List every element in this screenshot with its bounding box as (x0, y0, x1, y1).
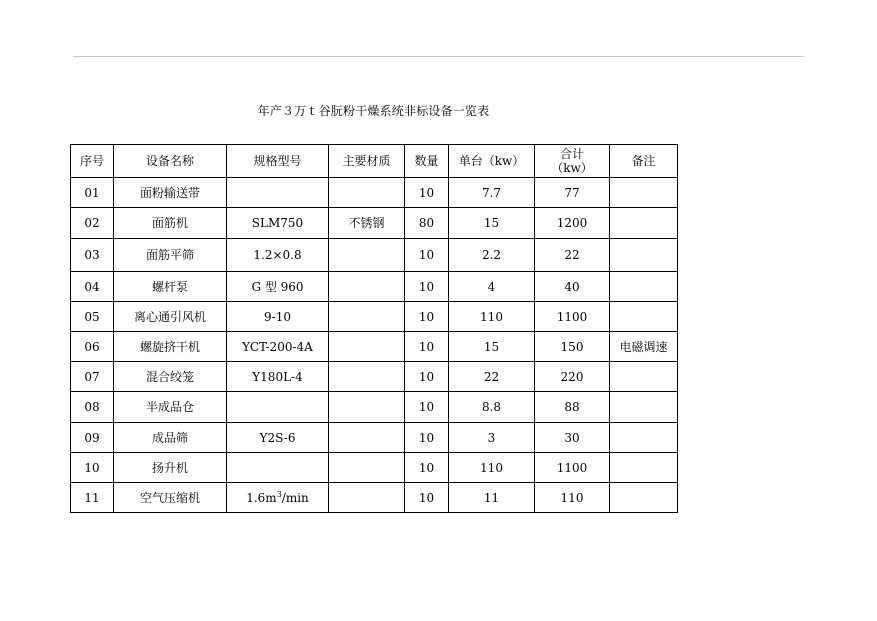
cell-index: 02 (71, 208, 114, 239)
cell-note (610, 208, 678, 239)
cell-name: 面筋平筛 (114, 239, 227, 272)
cell-material (329, 483, 405, 513)
cell-note (610, 272, 678, 302)
cell-material (329, 362, 405, 392)
cell-unit-power: 22 (449, 362, 535, 392)
cell-qty: 10 (405, 272, 449, 302)
header-total (535, 145, 610, 178)
cell-total: 220 (535, 362, 610, 392)
table-row (71, 392, 678, 423)
cell-total: 40 (535, 272, 610, 302)
cell-model (227, 483, 329, 513)
table-row (71, 423, 678, 453)
cell-material (329, 423, 405, 453)
table-row (71, 483, 678, 513)
cell-qty: 10 (405, 483, 449, 513)
cell-unit-power: 15 (449, 208, 535, 239)
cell-total: 1100 (535, 453, 610, 483)
document-title: 年产３万ｔ谷朊粉干燥系统非标设备一览表 (257, 104, 490, 118)
cell-name: 螺杆泵 (114, 272, 227, 302)
header-name: 设备名称 (114, 145, 227, 178)
table-row (71, 362, 678, 392)
cell-material (329, 332, 405, 362)
cell-name: 离心通引风机 (114, 302, 227, 332)
cell-note (610, 423, 678, 453)
cell-index: 03 (71, 239, 114, 272)
table-row (71, 178, 678, 208)
cell-name: 成品筛 (114, 423, 227, 453)
cell-total: 88 (535, 392, 610, 423)
cell-qty: 80 (405, 208, 449, 239)
cell-unit-power: 15 (449, 332, 535, 362)
cell-total: 1200 (535, 208, 610, 239)
table-row (71, 453, 678, 483)
cell-qty: 10 (405, 239, 449, 272)
cell-unit-power: 110 (449, 302, 535, 332)
header-total-line1: 合计 (559, 147, 584, 161)
cell-qty: 10 (405, 332, 449, 362)
cell-name: 扬升机 (114, 453, 227, 483)
cell-unit-power: 4 (449, 272, 535, 302)
cell-material (329, 272, 405, 302)
table-row (71, 239, 678, 272)
table-row (71, 208, 678, 239)
cell-name: 面粉输送带 (114, 178, 227, 208)
cell-model: G 型 960 (227, 272, 329, 302)
cell-model (227, 453, 329, 483)
cell-qty: 10 (405, 178, 449, 208)
cell-total: 77 (535, 178, 610, 208)
cell-index: 08 (71, 392, 114, 423)
cell-total: 110 (535, 483, 610, 513)
cell-name: 螺旋挤干机 (114, 332, 227, 362)
cell-note (610, 362, 678, 392)
cell-name: 面筋机 (114, 208, 227, 239)
cell-total: 30 (535, 423, 610, 453)
cell-index: 09 (71, 423, 114, 453)
cell-note: 电磁调速 (610, 332, 678, 362)
cell-material: 不锈钢 (329, 208, 405, 239)
cell-qty: 10 (405, 302, 449, 332)
cell-model: 1.2×0.8 (227, 239, 329, 272)
header-rule (73, 56, 804, 57)
cell-index: 06 (71, 332, 114, 362)
table-row (71, 302, 678, 332)
cell-name: 混合绞笼 (114, 362, 227, 392)
cell-qty: 10 (405, 423, 449, 453)
cell-unit-power: 3 (449, 423, 535, 453)
cell-material (329, 392, 405, 423)
cell-model: YCT-200-4A (227, 332, 329, 362)
cell-model-superscript: 3 (276, 489, 282, 499)
cell-note (610, 453, 678, 483)
cell-material (329, 178, 405, 208)
cell-model (227, 392, 329, 423)
cell-total: 22 (535, 239, 610, 272)
cell-name: 半成品仓 (114, 392, 227, 423)
cell-material (329, 453, 405, 483)
cell-model-suffix: /min (281, 490, 309, 505)
cell-name: 空气压缩机 (114, 483, 227, 513)
cell-qty: 10 (405, 453, 449, 483)
table-row (71, 332, 678, 362)
header-qty: 数量 (405, 145, 449, 178)
cell-unit-power: 7.7 (449, 178, 535, 208)
cell-note (610, 239, 678, 272)
cell-material (329, 302, 405, 332)
cell-model: Y180L-4 (227, 362, 329, 392)
cell-index: 05 (71, 302, 114, 332)
cell-unit-power: 8.8 (449, 392, 535, 423)
table-row (71, 272, 678, 302)
cell-index: 04 (71, 272, 114, 302)
equipment-table (70, 144, 678, 513)
table-header-row (71, 145, 678, 178)
header-unit-power: 单台（kw） (449, 145, 535, 178)
cell-index: 10 (71, 453, 114, 483)
cell-unit-power: 2.2 (449, 239, 535, 272)
cell-model: SLM750 (227, 208, 329, 239)
cell-index: 01 (71, 178, 114, 208)
cell-material (329, 239, 405, 272)
cell-index: 07 (71, 362, 114, 392)
cell-model (227, 178, 329, 208)
cell-unit-power: 11 (449, 483, 535, 513)
cell-note (610, 178, 678, 208)
cell-qty: 10 (405, 392, 449, 423)
cell-qty: 10 (405, 362, 449, 392)
cell-note (610, 392, 678, 423)
cell-total: 1100 (535, 302, 610, 332)
cell-model: Y2S-6 (227, 423, 329, 453)
header-index: 序号 (71, 145, 114, 178)
cell-index: 11 (71, 483, 114, 513)
header-model: 规格型号 (227, 145, 329, 178)
cell-note (610, 302, 678, 332)
cell-unit-power: 110 (449, 453, 535, 483)
header-note: 备注 (610, 145, 678, 178)
cell-note (610, 483, 678, 513)
header-material: 主要材质 (329, 145, 405, 178)
cell-model-prefix: 1.6m (246, 490, 277, 505)
cell-model: 9-10 (227, 302, 329, 332)
cell-total: 150 (535, 332, 610, 362)
header-total-line2: （kw） (551, 161, 593, 175)
